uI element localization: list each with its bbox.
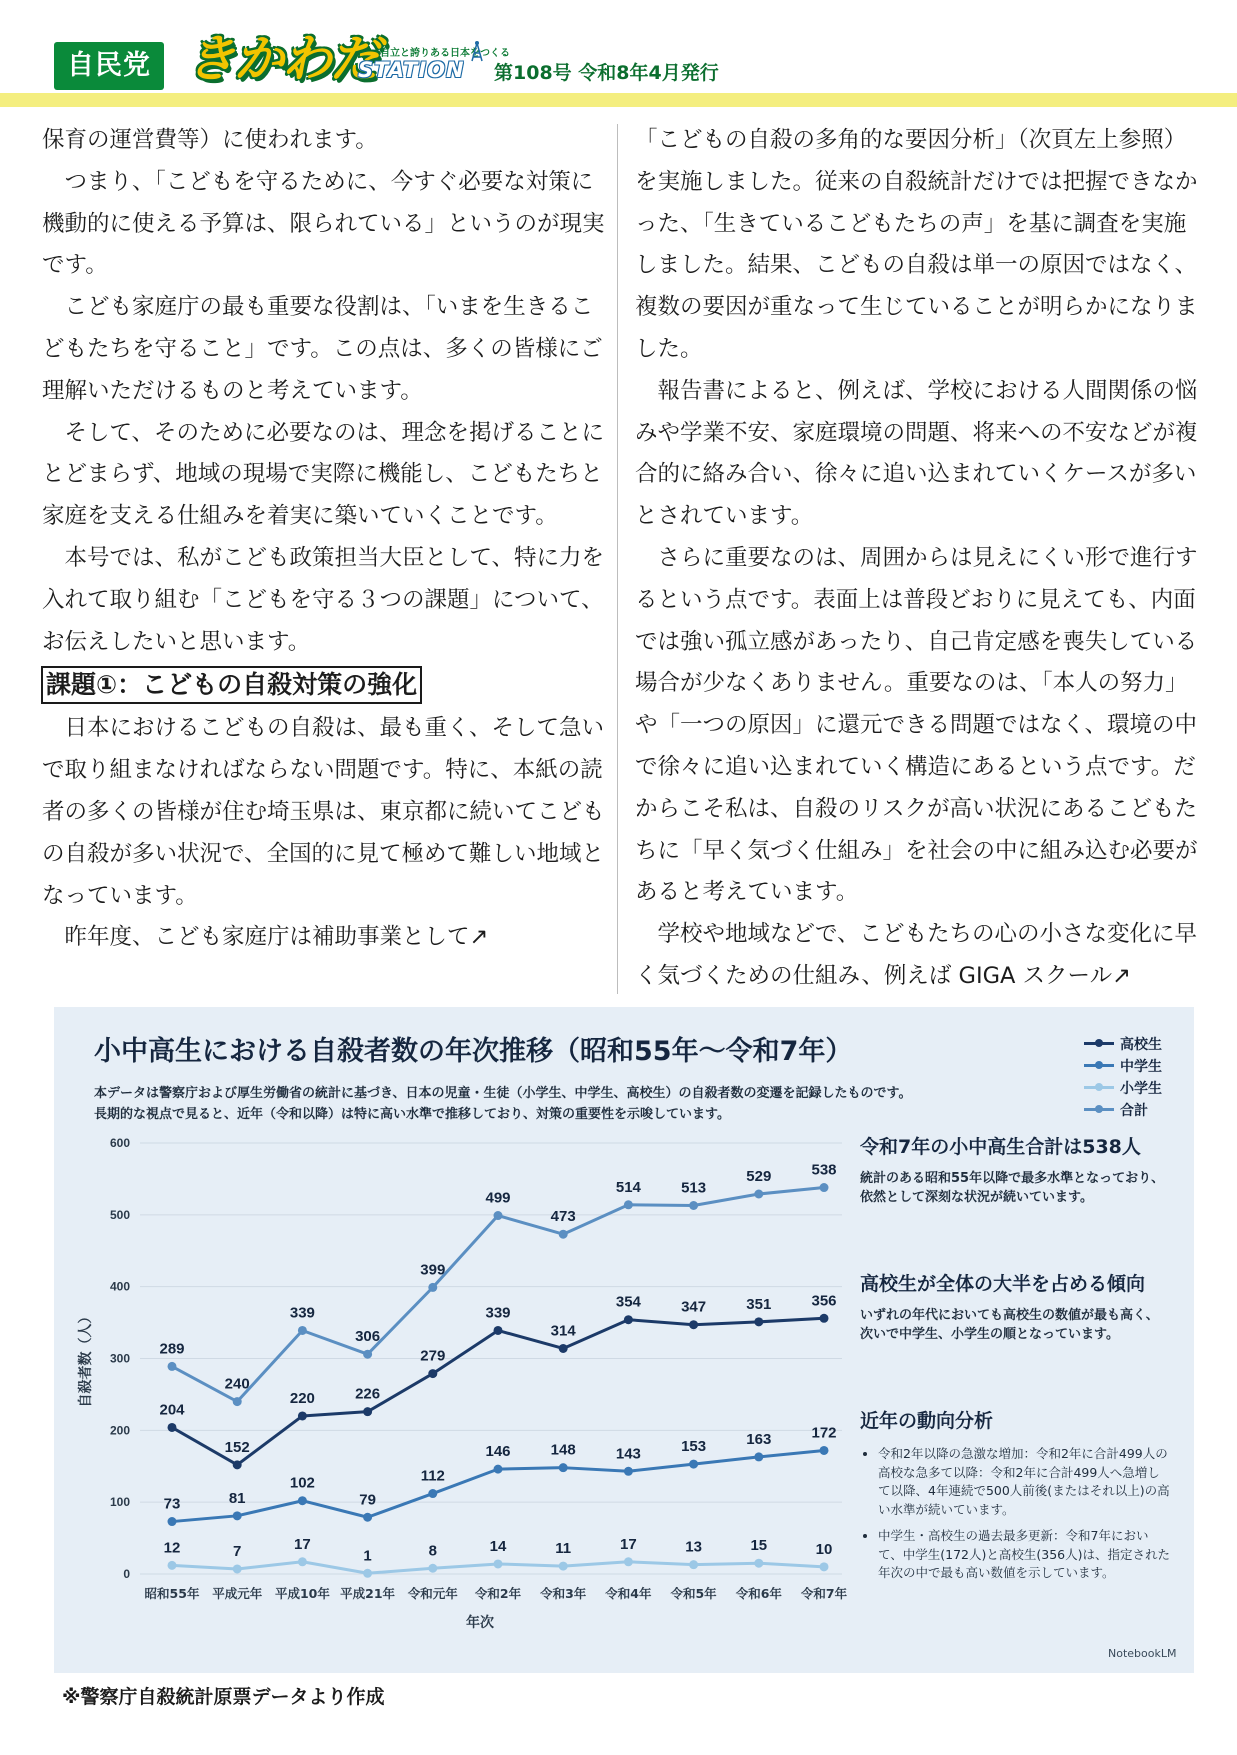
- column-divider: [617, 124, 618, 994]
- data-point: [233, 1397, 242, 1406]
- legend-label: 小学生: [1120, 1081, 1162, 1097]
- y-tick-label: 300: [109, 1351, 130, 1366]
- paragraph: 「こどもの自殺の多角的な要因分析」（次頁左上参照）を実施しました。従来の自殺統計だけでは把握できなかった、「生きているこどもたちの声」を基に調査を実施しました。結果、こどもの自殺は単一の原因ではなく、複数の要因が重なって生じていることが明らかになりました。: [635, 127, 1198, 362]
- side-section-title: 令和7年の小中高生合計は538人: [860, 1136, 1141, 1158]
- data-point: [494, 1211, 503, 1220]
- y-tick-label: 600: [109, 1136, 130, 1150]
- x-tick-label: 令和4年: [605, 1586, 652, 1601]
- data-point: [428, 1369, 437, 1378]
- side-section-title: 近年の動向分析: [860, 1410, 994, 1432]
- chart-description-line: 本データは警察庁および厚生労働省の統計に基づき、日本の児童・生徒（小学生、中学生、高校生）の自殺者数の変遷を記録したものです。: [94, 1086, 912, 1101]
- x-tick-label: 令和7年: [800, 1586, 848, 1601]
- data-label: 289: [159, 1340, 185, 1358]
- data-label: 12: [163, 1539, 181, 1557]
- data-label: 15: [750, 1537, 768, 1555]
- logo-tagline: 自立と誇りある日本をつくる: [380, 48, 510, 59]
- data-point: [168, 1362, 177, 1371]
- data-label: 10: [815, 1540, 833, 1558]
- data-label: 513: [681, 1179, 707, 1197]
- logo-station-text: STATION: [358, 58, 465, 82]
- section-heading: 課題①：こどもの自殺対策の強化: [41, 666, 422, 704]
- data-label: 81: [228, 1489, 246, 1507]
- chart-title: 小中高生における自殺者数の年次推移（昭和55年～令和7年）: [94, 1036, 853, 1067]
- x-tick-label: 平成21年: [340, 1586, 396, 1601]
- y-tick-label: 200: [109, 1423, 130, 1438]
- data-point: [233, 1564, 242, 1573]
- data-label: 79: [359, 1491, 376, 1509]
- data-point: [559, 1463, 568, 1472]
- side-section: [860, 1132, 1170, 1207]
- data-label: 17: [620, 1535, 637, 1553]
- data-label: 153: [681, 1438, 707, 1456]
- data-label: 7: [233, 1542, 242, 1560]
- side-bullet: • 令和2年以降の急激な増加：令和2年に合計499人の高校な急多て以降：令和2年に合計499人へ急増して以降、4年連続で500人前後(またはそれ以上)の高い水準が続いています。: [878, 1445, 1170, 1519]
- y-axis-label: 自殺者数（人）: [78, 1309, 94, 1408]
- data-point: [363, 1569, 372, 1578]
- data-point: [494, 1465, 503, 1474]
- data-point: [233, 1511, 242, 1520]
- chart-legend: [1084, 1033, 1194, 1121]
- data-point: [624, 1467, 633, 1476]
- data-label: 8: [428, 1542, 437, 1560]
- x-tick-label: 令和元年: [407, 1586, 458, 1601]
- data-label: 73: [163, 1495, 181, 1513]
- paragraph: 保育の運営費等）に使われます。: [42, 127, 378, 153]
- notebooklm-logo: NotebookLM: [1108, 1647, 1177, 1660]
- source-note: ※警察庁自殺統計原票データより作成: [62, 1686, 385, 1708]
- data-point: [559, 1344, 568, 1353]
- legend-item: [1084, 1033, 1194, 1055]
- side-section-text: 統計のある昭和55年以降で最多水準となっており、依然として深刻な状況が続いています。: [860, 1171, 1165, 1205]
- data-label: 112: [420, 1467, 445, 1485]
- legend-label: 高校生: [1120, 1037, 1162, 1053]
- header-band: [0, 93, 1237, 107]
- party-badge: 自民党: [54, 42, 164, 90]
- x-tick-label: 令和3年: [540, 1586, 587, 1601]
- data-point: [624, 1200, 633, 1209]
- radio-tower-icon: [470, 40, 484, 62]
- legend-swatch: [1084, 1086, 1114, 1089]
- data-point: [168, 1561, 177, 1570]
- article-left-column: [42, 120, 609, 959]
- data-label: 351: [746, 1295, 772, 1313]
- data-label: 1: [363, 1547, 372, 1565]
- data-label: 172: [811, 1424, 837, 1442]
- data-point: [233, 1460, 242, 1469]
- side-section-text: いずれの年代においても高校生の数値が最も高く、次いで中学生、小学生の順となっています。: [860, 1308, 1159, 1342]
- paragraph: つまり、「こどもを守るために、今すぐ必要な対策に機動的に使える予算は、限られている」というのが現実です。: [42, 168, 605, 279]
- legend-label: 中学生: [1120, 1059, 1162, 1075]
- data-point: [754, 1190, 763, 1199]
- data-label: 148: [550, 1441, 576, 1459]
- x-tick-label: 令和2年: [474, 1586, 522, 1601]
- data-label: 204: [159, 1401, 185, 1419]
- legend-label: 合計: [1120, 1103, 1148, 1119]
- data-point: [820, 1446, 829, 1455]
- data-point: [820, 1562, 829, 1571]
- data-point: [689, 1560, 698, 1569]
- paragraph: 日本におけるこどもの自殺は、最も重く、そして急いで取り組まなければならない問題です。特に、本紙の読者の多くの皆様が住む埼玉県は、東京都に続いてこどもの自殺が多い状況で、全国的に見て極めて難しい地域となっています。: [42, 715, 605, 909]
- newsletter-logo: きかわだ: [186, 30, 378, 88]
- data-point: [363, 1407, 372, 1416]
- data-label: 473: [550, 1208, 576, 1226]
- data-point: [363, 1513, 372, 1522]
- data-label: 13: [685, 1538, 702, 1556]
- x-tick-label: 令和6年: [735, 1586, 782, 1601]
- paragraph: 報告書によると、例えば、学校における人間関係の悩みや学業不安、家庭環境の問題、将来への不安などが複合的に絡み合い、徐々に追い込まれていくケースが多いとされています。: [635, 377, 1198, 530]
- y-tick-label: 0: [123, 1567, 130, 1581]
- data-point: [298, 1411, 307, 1420]
- y-tick-label: 100: [109, 1495, 130, 1510]
- paragraph: さらに重要なのは、周囲からは見えにくい形で進行するという点です。表面上は普段どおりに見えても、内面では強い孤立感があったり、自己肯定感を喪失している場合が少なくありません。重要なのは、「本人の努力」や「一つの原因」に還元できる問題ではなく、環境の中で徐々に追い込まれていく構造にあるという点です。だからこそ私は、自殺のリスクが高い状況にあるこどもたちに「早く気づく仕組み」を社会の中に組み込む必要があると考えています。: [635, 544, 1198, 906]
- data-label: 314: [550, 1322, 576, 1340]
- masthead: [0, 0, 1237, 108]
- data-label: 529: [746, 1168, 772, 1186]
- x-tick-label: 平成10年: [274, 1586, 330, 1601]
- x-tick-label: 令和5年: [670, 1586, 717, 1601]
- data-label: 354: [615, 1293, 641, 1311]
- data-point: [298, 1326, 307, 1335]
- data-point: [168, 1423, 177, 1432]
- legend-swatch: [1084, 1108, 1114, 1111]
- data-point: [559, 1562, 568, 1571]
- data-label: 163: [746, 1430, 772, 1448]
- data-point: [494, 1326, 503, 1335]
- data-label: 14: [489, 1537, 507, 1555]
- data-point: [428, 1564, 437, 1573]
- data-label: 220: [289, 1389, 315, 1407]
- chart-side-panel: [860, 1132, 1170, 1591]
- data-label: 17: [294, 1535, 311, 1553]
- data-label: 399: [420, 1261, 446, 1279]
- paragraph: 学校や地域などで、こどもたちの心の小さな変化に早く気づくための仕組み、例えば GIGA スクール↗: [635, 921, 1198, 989]
- paragraph: 昨年度、こども家庭庁は補助事業として↗: [42, 924, 489, 951]
- side-section-title: 高校生が全体の大半を占める傾向: [860, 1273, 1146, 1295]
- paragraph: そして、そのために必要なのは、理念を掲げることにとどまらず、地域の現場で実際に機能し、こどもたちと家庭を支える仕組みを着実に築いていくことです。: [42, 419, 605, 530]
- legend-item: [1084, 1055, 1194, 1077]
- data-label: 339: [289, 1304, 315, 1322]
- legend-item: [1084, 1099, 1194, 1121]
- data-label: 499: [485, 1189, 511, 1207]
- data-label: 11: [555, 1540, 572, 1558]
- side-section: [860, 1406, 1170, 1583]
- data-label: 146: [485, 1443, 511, 1461]
- data-point: [624, 1315, 633, 1324]
- side-section: [860, 1269, 1170, 1344]
- data-label: 306: [355, 1328, 381, 1346]
- data-point: [494, 1559, 503, 1568]
- data-point: [754, 1317, 763, 1326]
- side-bullet-list: [860, 1445, 1170, 1583]
- data-label: 152: [224, 1438, 250, 1456]
- paragraph: こども家庭庁の最も重要な役割は、「いまを生きるこどもたちを守ること」です。この点は、多くの皆様にご理解いただけるものと考えています。: [42, 294, 603, 404]
- article-right-column: [635, 120, 1202, 998]
- paragraph: 本号では、私がこども政策担当大臣として、特に力を入れて取り組む「こどもを守る３つの課題」について、お伝えしたいと思います。: [42, 544, 605, 655]
- data-point: [298, 1557, 307, 1566]
- data-label: 279: [420, 1347, 446, 1365]
- data-label: 347: [681, 1298, 707, 1316]
- side-bullet: • 中学生・高校生の過去最多更新：令和7年において、中学生(172人)と高校生(356人)は、指定された年次の中で最も高い数値を示しています。: [878, 1527, 1170, 1583]
- data-point: [689, 1460, 698, 1469]
- data-label: 102: [289, 1474, 315, 1492]
- data-label: 240: [224, 1375, 250, 1393]
- data-label: 538: [811, 1161, 837, 1179]
- data-label: 226: [355, 1385, 381, 1403]
- data-label: 356: [811, 1292, 837, 1310]
- data-label: 514: [615, 1178, 641, 1196]
- data-point: [689, 1320, 698, 1329]
- y-tick-label: 400: [109, 1279, 130, 1294]
- chart-panel: [54, 1007, 1194, 1673]
- line-chart: [54, 1007, 854, 1673]
- data-point: [754, 1452, 763, 1461]
- data-point: [428, 1283, 437, 1292]
- legend-swatch: [1084, 1064, 1114, 1067]
- data-point: [298, 1496, 307, 1505]
- data-point: [754, 1559, 763, 1568]
- legend-item: [1084, 1077, 1194, 1099]
- legend-swatch: [1084, 1042, 1114, 1045]
- x-tick-label: 平成元年: [212, 1586, 263, 1601]
- data-point: [689, 1201, 698, 1210]
- issue-info: 第108号 令和8年4月発行: [494, 62, 719, 84]
- data-point: [624, 1557, 633, 1566]
- chart-description-line: 長期的な視点で見ると、近年（令和以降）は特に高い水準で推移しており、対策の重要性を示唆しています。: [94, 1107, 730, 1122]
- data-point: [820, 1183, 829, 1192]
- x-axis-label: 年次: [466, 1615, 494, 1631]
- data-point: [559, 1230, 568, 1239]
- data-point: [168, 1517, 177, 1526]
- data-label: 339: [485, 1304, 511, 1322]
- data-point: [820, 1314, 829, 1323]
- series-line-中学生: [172, 1450, 824, 1521]
- y-tick-label: 500: [109, 1207, 130, 1222]
- data-point: [428, 1489, 437, 1498]
- data-label: 143: [615, 1445, 641, 1463]
- x-tick-label: 昭和55年: [144, 1586, 200, 1601]
- data-point: [363, 1350, 372, 1359]
